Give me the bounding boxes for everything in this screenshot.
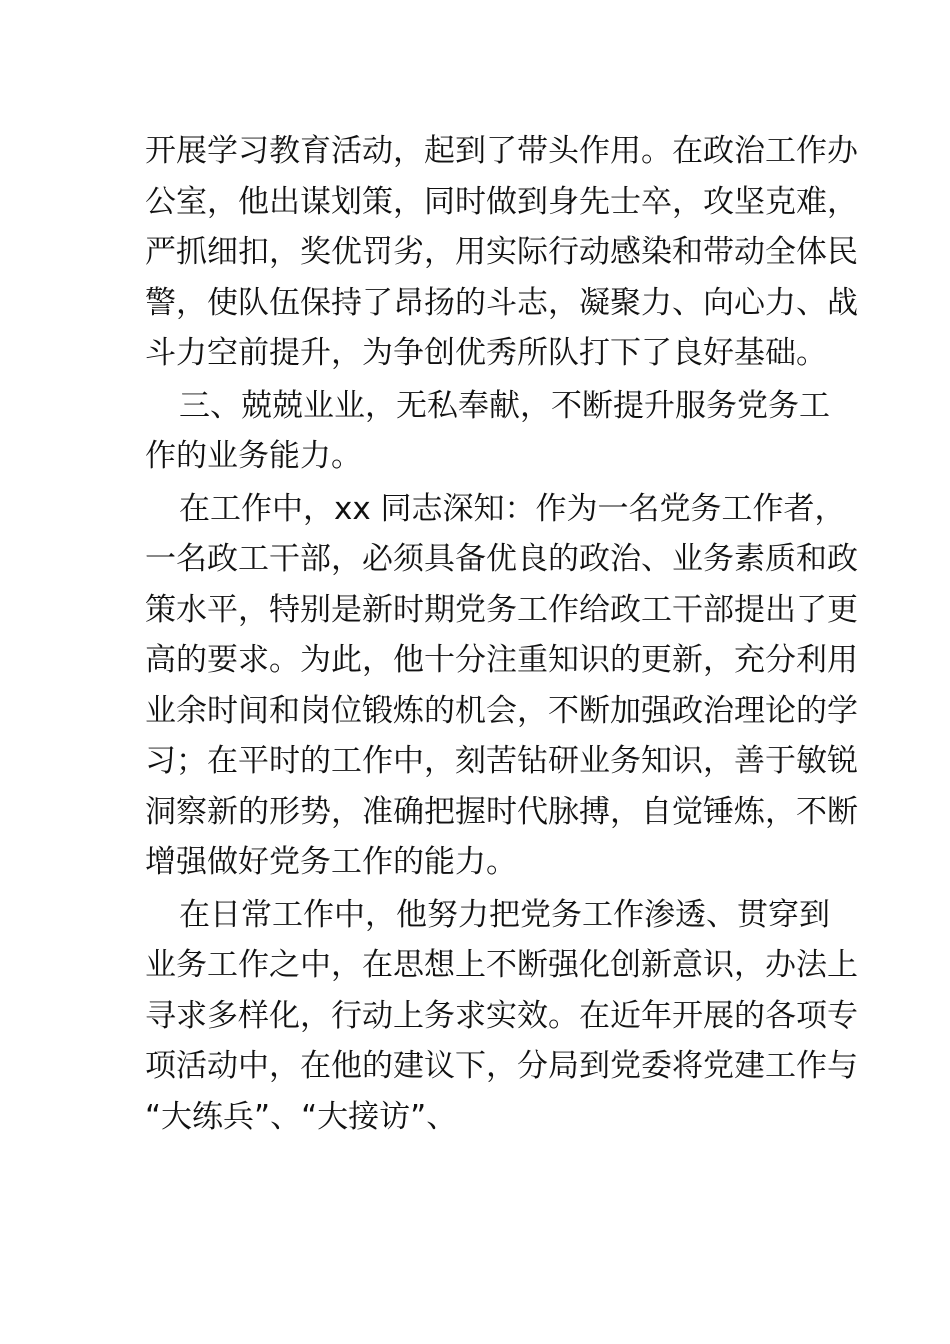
text-line: 开展学习教育活动，起到了带头作用。在政治工作办 [145, 133, 858, 169]
text-line: 三、兢兢业业，无私奉献，不断提升服务党务工 [179, 387, 830, 424]
paragraph-4 [145, 890, 858, 1143]
text-line: 习；在平时的工作中，刻苦钻研业务知识，善于敏锐 [145, 743, 858, 779]
text-line: 公室，他出谋划策，同时做到身先士卒，攻坚克难， [145, 183, 858, 220]
text-line: 洞察新的形势，准确把握时代脉搏，自觉锤炼，不断 [145, 793, 858, 830]
text-line: 作的业务能力。 [145, 438, 362, 474]
text-line: 斗力空前提升，为争创优秀所队打下了良好基础。 [145, 335, 827, 371]
document-body [145, 126, 858, 1142]
text-line: 业余时间和岗位锻炼的机会，不断加强政治理论的学 [145, 692, 858, 729]
text-line: 业务工作之中，在思想上不断强化创新意识，办法上 [145, 947, 858, 983]
text-line: 项活动中，在他的建议下，分局到党委将党建工作与 [145, 1048, 858, 1084]
text-line: 严抓细扣，奖优罚劣，用实际行动感染和带动全体民 [145, 234, 858, 270]
text-line: 增强做好党务工作的能力。 [145, 844, 517, 880]
text-line: 寻求多样化，行动上务求实效。在近年开展的各项专 [145, 997, 858, 1034]
text-line: 一名政工干部，必须具备优良的政治、业务素质和政 [145, 541, 858, 577]
text-line: 警，使队伍保持了昂扬的斗志，凝聚力、向心力、战 [145, 284, 858, 321]
paragraph-section-heading [145, 381, 830, 482]
paragraph-1 [145, 126, 858, 379]
text-line: 在日常工作中，他努力把党务工作渗透、贯穿到 [179, 896, 830, 933]
text-line: 在工作中，xx 同志深知：作为一名党务工作者， [179, 490, 846, 527]
text-line: 策水平，特别是新时期党务工作给政工干部提出了更 [145, 591, 858, 628]
text-line: 高的要求。为此，他十分注重知识的更新，充分利用 [145, 642, 858, 678]
paragraph-3 [145, 484, 858, 888]
text-line: “大练兵”、“大接访”、 [145, 1098, 458, 1135]
